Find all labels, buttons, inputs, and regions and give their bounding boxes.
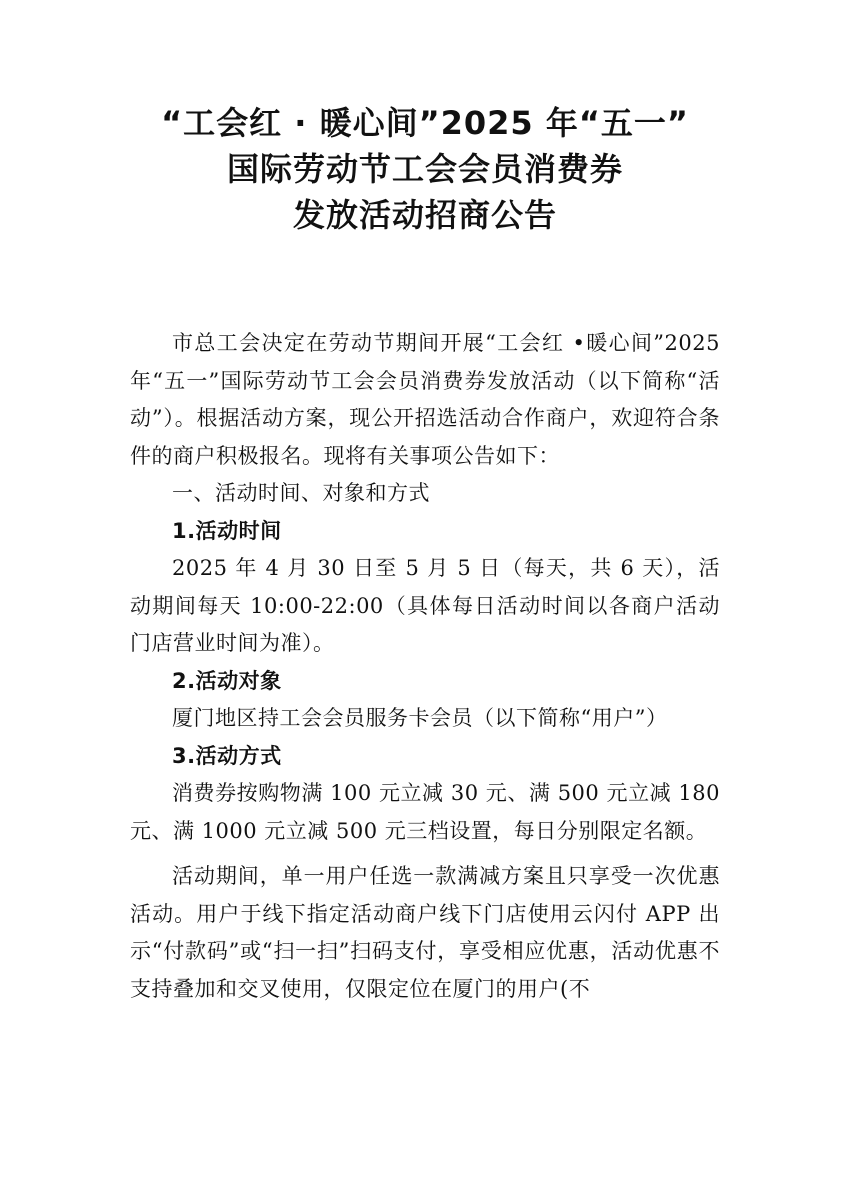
subsection-3-text-1: 消费券按购物满 100 元立减 30 元、满 500 元立减 180 元、满 1000 元立减 500 元三档设置，每日分别限定名额。: [130, 781, 720, 843]
subsection-1-text: 2025 年 4 月 30 日至 5 月 5 日（每天，共 6 天），活动期间每天 10:00-22:00（具体每日活动时间以各商户活动门店营业时间为准）。: [130, 556, 720, 655]
document-body: [130, 325, 720, 1008]
paragraph-gap: [130, 850, 720, 858]
subsection-3-text-2: 活动期间，单一用户任选一款满减方案且只享受一次优惠活动。用户于线下指定活动商户线下门店使用云闪付 APP 出示“付款码”或“扫一扫”扫码支付，享受相应优惠，活动优惠不支持叠加和交叉使用，仅限定位在厦门的用户(不: [130, 864, 720, 1001]
document-title: [0, 100, 850, 238]
subsection-1-heading: 1.活动时间: [172, 518, 282, 543]
title-line-3: 发放活动招商公告: [292, 196, 557, 234]
title-line-1: “工会红 · 暖心间”2025 年“五一”: [161, 104, 689, 142]
section-1-heading: 一、活动时间、对象和方式: [172, 481, 430, 505]
intro-paragraph: 市总工会决定在劳动节期间开展“工会红 •暖心间”2025年“五一”国际劳动节工会会员消费券发放活动（以下简称“活动”）。根据活动方案，现公开招选活动合作商户，欢迎符合条件的商户积极报名。现将有关事项公告如下：: [130, 331, 720, 468]
subsection-2-text: 厦门地区持工会会员服务卡会员（以下简称“用户”）: [172, 706, 668, 730]
title-line-2: 国际劳动节工会会员消费券: [226, 150, 623, 188]
subsection-2-heading: 2.活动对象: [172, 668, 282, 693]
subsection-3-heading: 3.活动方式: [172, 743, 282, 768]
